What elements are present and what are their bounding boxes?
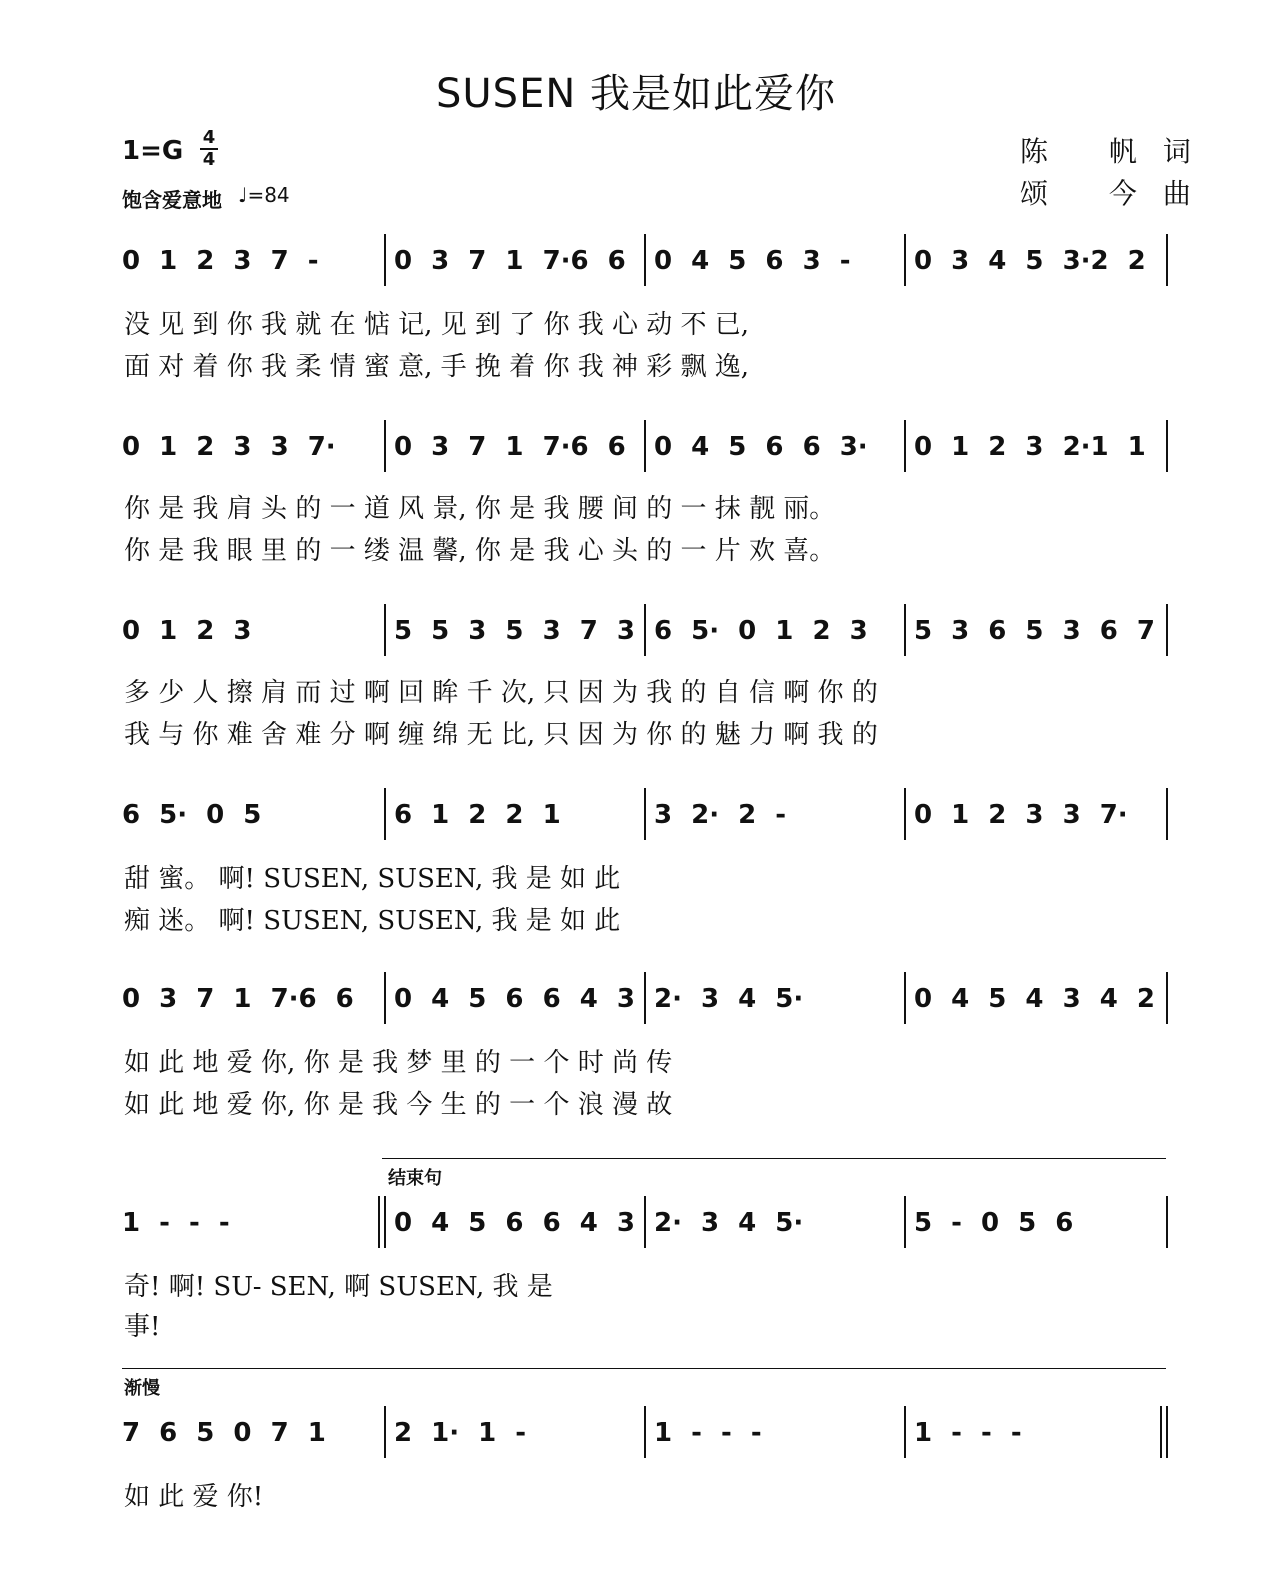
bracket-line <box>122 1368 1166 1369</box>
measure: 2 1· 1 - <box>394 1418 527 1448</box>
measure: 5 3 6 5 3 6 7 <box>914 616 1155 646</box>
measure: 6 5· 0 5 <box>122 800 262 830</box>
measure: 0 3 7 1 7·6 6 <box>394 432 626 462</box>
measure: 1 - - - <box>654 1418 762 1448</box>
measure: 0 1 2 3 7 - <box>122 246 319 276</box>
measure: 3 2· 2 - <box>654 800 787 830</box>
bar-line <box>644 1406 646 1458</box>
bar-line <box>904 420 906 472</box>
bar-line <box>904 788 906 840</box>
lyric-line: 如 此 地 爱 你, 你 是 我 今 生 的 一 个 浪 漫 故 <box>124 1090 673 1120</box>
bar-line <box>644 788 646 840</box>
bar-line <box>644 420 646 472</box>
bar-line <box>904 1406 906 1458</box>
composer-credit: 颂 今曲 <box>1020 177 1217 210</box>
tempo-marking <box>238 183 290 207</box>
lyric-line: 痴 迷。 啊! SUSEN, SUSEN, 我 是 如 此 <box>124 906 621 936</box>
lyric-line: 我 与 你 难 舍 难 分 啊 缠 绵 无 比, 只 因 为 你 的 魅 力 啊 我 的 <box>124 720 878 750</box>
bar-line <box>384 1196 386 1248</box>
lyric-line: 多 少 人 擦 肩 而 过 啊 回 眸 千 次, 只 因 为 我 的 自 信 啊 你 的 <box>124 678 878 708</box>
bar-line <box>1166 788 1168 840</box>
bar-line <box>644 604 646 656</box>
bar-line <box>1166 1196 1168 1248</box>
measure: 0 4 5 6 6 3· <box>654 432 868 462</box>
measure: 0 3 7 1 7·6 6 <box>394 246 626 276</box>
bracket-line <box>382 1158 1166 1159</box>
bar-line <box>1166 604 1168 656</box>
lyric-line: 没 见 到 你 我 就 在 惦 记, 见 到 了 你 我 心 动 不 已, <box>124 310 750 340</box>
measure: 0 1 2 3 <box>122 616 252 646</box>
bar-line <box>384 420 386 472</box>
bar-line <box>1166 420 1168 472</box>
bar-line <box>384 1406 386 1458</box>
bar-line <box>1166 972 1168 1024</box>
ritardando-label: 渐慢 <box>124 1378 160 1399</box>
measure: 7 6 5 0 7 1 <box>122 1418 326 1448</box>
ending-label: 结束句 <box>388 1168 442 1189</box>
bar-line <box>904 1196 906 1248</box>
time-signature <box>200 128 218 170</box>
measure: 0 3 4 5 3·2 2 <box>914 246 1146 276</box>
lyric-line: 你 是 我 眼 里 的 一 缕 温 馨, 你 是 我 心 头 的 一 片 欢 喜。 <box>124 536 836 566</box>
lyric-line: 如 此 爱 你! <box>124 1482 264 1512</box>
measure: 2· 3 4 5· <box>654 1208 804 1238</box>
measure: 2· 3 4 5· <box>654 984 804 1014</box>
bar-line <box>904 972 906 1024</box>
measure: 6 5· 0 1 2 3 <box>654 616 868 646</box>
key-text: 1=G <box>122 136 184 166</box>
bar-line <box>904 604 906 656</box>
measure: 0 1 2 3 2·1 1 <box>914 432 1146 462</box>
measure: 5 - 0 5 6 <box>914 1208 1074 1238</box>
lyric-line: 你 是 我 肩 头 的 一 道 风 景, 你 是 我 腰 间 的 一 抹 靓 丽。 <box>124 494 836 524</box>
lyric-line: 奇! 啊! SU- SEN, 啊 SUSEN, 我 是 <box>124 1272 553 1302</box>
measure: 0 1 2 3 3 7· <box>122 432 336 462</box>
bar-line <box>384 234 386 286</box>
time-top: 4 <box>202 127 216 148</box>
measure: 1 - - - <box>122 1208 230 1238</box>
lyric-line: 如 此 地 爱 你, 你 是 我 梦 里 的 一 个 时 尚 传 <box>124 1048 673 1078</box>
measure: 0 4 5 6 6 4 3 <box>394 1208 635 1238</box>
bar-line <box>1166 1406 1168 1458</box>
measure: 0 1 2 3 3 7· <box>914 800 1128 830</box>
lyric-line: 甜 蜜。 啊! SUSEN, SUSEN, 我 是 如 此 <box>124 864 621 894</box>
double-bar-line <box>378 1196 380 1248</box>
bar-line <box>904 234 906 286</box>
tempo-value: =84 <box>247 183 290 207</box>
lyric-line: 事! <box>124 1312 161 1342</box>
measure: 1 - - - <box>914 1418 1022 1448</box>
bar-line <box>384 972 386 1024</box>
bar-line <box>1166 234 1168 286</box>
bar-line <box>384 788 386 840</box>
lyric-line: 面 对 着 你 我 柔 情 蜜 意, 手 挽 着 你 我 神 彩 飘 逸, <box>124 352 750 382</box>
measure: 0 4 5 4 3 4 2 <box>914 984 1155 1014</box>
final-bar-line <box>1160 1406 1162 1458</box>
expression-mark: 饱含爱意地 <box>122 188 222 212</box>
bar-line <box>644 972 646 1024</box>
measure: 0 3 7 1 7·6 6 <box>122 984 354 1014</box>
key-signature <box>122 136 183 166</box>
time-bottom: 4 <box>202 149 216 170</box>
bar-line <box>644 1196 646 1248</box>
measure: 5 5 3 5 3 7 3 <box>394 616 635 646</box>
quarter-note-icon: ♩ <box>238 183 248 207</box>
lyricist-credit: 陈 帆词 <box>1020 135 1217 168</box>
bar-line <box>384 604 386 656</box>
song-title: SUSEN 我是如此爱你 <box>436 71 836 117</box>
measure: 0 4 5 6 3 - <box>654 246 851 276</box>
measure: 0 4 5 6 6 4 3 <box>394 984 635 1014</box>
bar-line <box>644 234 646 286</box>
measure: 6 1 2 2 1 <box>394 800 561 830</box>
